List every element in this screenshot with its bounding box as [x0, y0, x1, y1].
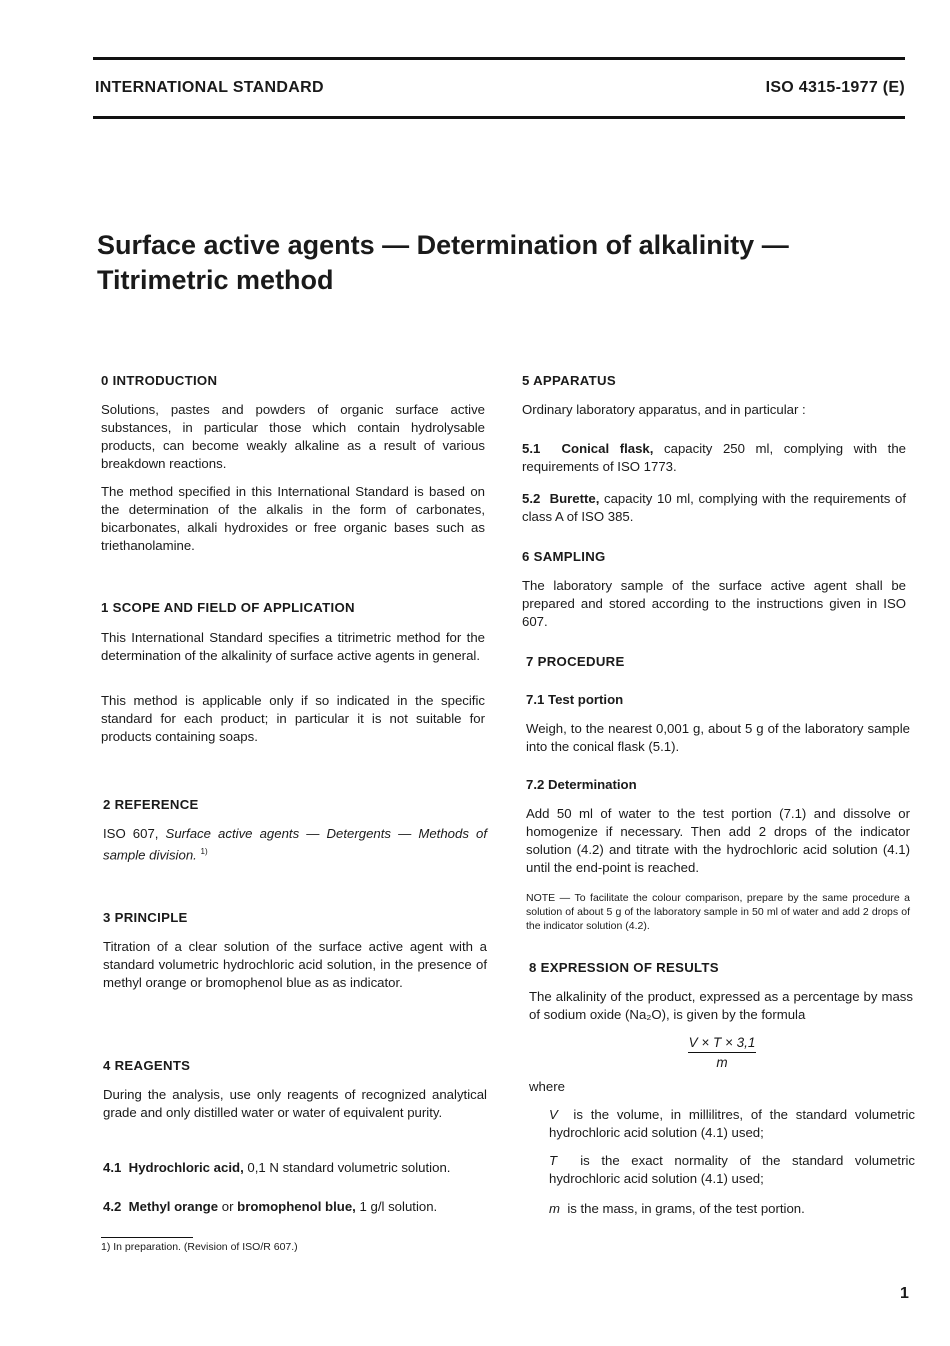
- formula-denominator: m: [716, 1055, 728, 1070]
- reagent-4-2-or: or: [218, 1199, 238, 1214]
- heading-procedure: 7 PROCEDURE: [526, 654, 625, 669]
- formula-numerator: V × T × 3,1: [688, 1035, 756, 1053]
- reference-footnote-mark: 1): [200, 847, 208, 856]
- top-rule: [93, 57, 905, 60]
- subheading-test-portion: 7.1 Test portion: [526, 692, 624, 707]
- header-right: ISO 4315-1977 (E): [765, 79, 905, 96]
- footnote-rule: [101, 1237, 193, 1238]
- header-left: INTERNATIONAL STANDARD: [95, 79, 324, 96]
- heading-results: 8 EXPRESSION OF RESULTS: [529, 960, 719, 975]
- apparatus-5-1-number: 5.1: [522, 441, 541, 456]
- reagent-4-2-name-1: Methyl orange: [128, 1199, 219, 1214]
- reagent-4-1-number: 4.1: [103, 1160, 122, 1175]
- symbol-v: V: [549, 1107, 558, 1122]
- definition-m-text: is the mass, in grams, of the test portion.: [567, 1201, 805, 1216]
- heading-scope: 1 SCOPE AND FIELD OF APPLICATION: [101, 600, 355, 615]
- reference-paragraph: [103, 825, 487, 864]
- procedure-note: NOTE — To facilitate the colour comparison, prepare by the same procedure a solution of about 5 g of the laboratory sample in 50 ml of water and add 2 drops of the indicator solution (4.2).: [526, 892, 910, 932]
- title-line-2: Titrimetric method: [97, 265, 334, 295]
- definition-t-text: is the exact normality of the standard volumetric hydrochloric acid solution (4.1) used;: [549, 1153, 916, 1186]
- apparatus-5-2: [522, 490, 906, 526]
- scope-paragraph-2: This method is applicable only if so indicated in the specific standard for each product; in particular it is not suitable for products containing soaps.: [101, 693, 485, 744]
- title-line-1: Surface active agents — Determination of alkalinity —: [97, 230, 789, 260]
- intro-paragraph-2: The method specified in this International Standard is based on the determination of the alkalis in the form of carbonates, bicarbonates, alkali hydroxides or free organic bases such as triethanolamine.: [101, 484, 485, 553]
- results-paragraph: The alkalinity of the product, expressed as a percentage by mass of sodium oxide (Na₂O), is given by the formula: [529, 989, 913, 1022]
- symbol-m: m: [549, 1201, 560, 1216]
- definition-v: [549, 1106, 915, 1142]
- reference-prefix: ISO 607,: [103, 826, 166, 841]
- formula: [672, 1035, 772, 1070]
- reagent-4-2-number: 4.2: [103, 1199, 122, 1214]
- where-label: where: [529, 1079, 565, 1094]
- reagent-4-1-text: 0,1 N standard volumetric solution.: [243, 1160, 451, 1175]
- determination-paragraph: Add 50 ml of water to the test portion (7.1) and dissolve or homogenize if necessary. Then add 2 drops of the indicator solution (4.2) and titrate with the hydrochloric acid solution (4.1) until the end-point is reached.: [526, 806, 910, 875]
- definition-m: [549, 1200, 915, 1218]
- page-number: 1: [900, 1285, 909, 1302]
- heading-reference: 2 REFERENCE: [103, 797, 199, 812]
- heading-apparatus: 5 APPARATUS: [522, 373, 616, 388]
- scope-paragraph-1: This International Standard specifies a titrimetric method for the determination of the alkalinity of surface active agents in general.: [101, 630, 485, 663]
- symbol-t: T: [549, 1153, 558, 1168]
- footnote: 1) In preparation. (Revision of ISO/R 607.): [101, 1241, 298, 1253]
- heading-sampling: 6 SAMPLING: [522, 549, 606, 564]
- apparatus-5-1: [522, 440, 906, 476]
- intro-paragraph-1: Solutions, pastes and powders of organic surface active substances, in particular those which contain hydrolysable products, can become weakly alkaline as a result of various breakdown reactions.: [101, 402, 485, 471]
- heading-introduction: 0 INTRODUCTION: [101, 373, 218, 388]
- heading-reagents: 4 REAGENTS: [103, 1058, 191, 1073]
- apparatus-paragraph: Ordinary laboratory apparatus, and in particular :: [522, 402, 806, 417]
- reagent-4-1: [103, 1159, 493, 1177]
- header-rule: [93, 116, 905, 119]
- test-portion-paragraph: Weigh, to the nearest 0,001 g, about 5 g of the laboratory sample into the conical flask (5.1).: [526, 721, 910, 754]
- reagent-4-2: [103, 1198, 493, 1216]
- apparatus-5-2-name: Burette,: [549, 491, 600, 506]
- sampling-paragraph: The laboratory sample of the surface active agent shall be prepared and stored according to the instructions given in ISO 607.: [522, 578, 906, 629]
- definition-t: [549, 1152, 915, 1188]
- apparatus-5-1-name: Conical flask,: [561, 441, 654, 456]
- definition-v-text: is the volume, in millilitres, of the standard volumetric hydrochloric acid solution (4.1) used;: [549, 1107, 916, 1140]
- principle-paragraph: Titration of a clear solution of the surface active agent with a standard volumetric hydrochloric acid solution, in the presence of methyl orange or bromophenol blue as as indicator.: [103, 939, 487, 990]
- page-title: [97, 228, 789, 298]
- apparatus-5-1-text: capacity 250 ml, complying with the requirements of ISO 1773.: [522, 441, 906, 474]
- reagents-paragraph: During the analysis, use only reagents of recognized analytical grade and only distilled water or water of equivalent purity.: [103, 1087, 487, 1120]
- apparatus-5-2-number: 5.2: [522, 491, 541, 506]
- heading-principle: 3 PRINCIPLE: [103, 910, 188, 925]
- reagent-4-2-text: 1 g/l solution.: [355, 1199, 438, 1214]
- reagent-4-2-name-2: bromophenol blue,: [237, 1199, 356, 1214]
- reference-title: Surface active agents — Detergents — Methods of sample division.: [103, 826, 487, 863]
- subheading-determination: 7.2 Determination: [526, 777, 637, 792]
- apparatus-5-2-text: capacity 10 ml, complying with the requirements of class A of ISO 385.: [522, 491, 906, 524]
- reagent-4-1-name: Hydrochloric acid,: [128, 1160, 244, 1175]
